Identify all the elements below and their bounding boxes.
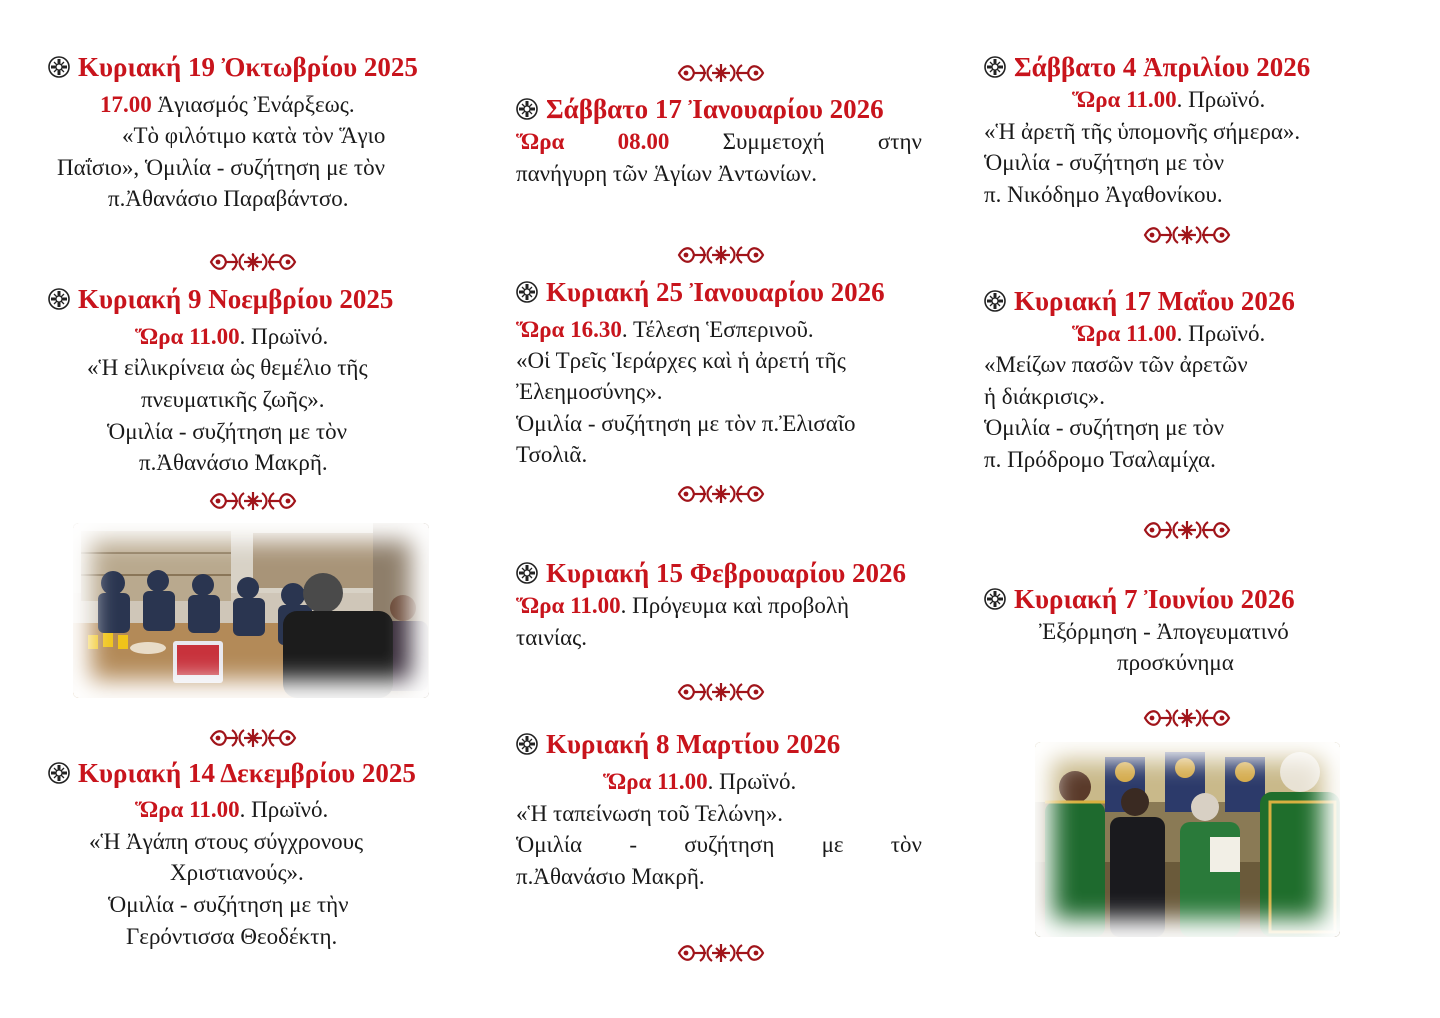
event-text: προσκύνημα <box>1117 650 1234 675</box>
event-text: π.Ἀθανάσιο Μακρῆ. <box>516 864 705 889</box>
event-time-line: Ὥρα 11.00. Πρωϊνό. <box>135 797 329 822</box>
event-text: πανήγυρη τῶν Ἁγίων Ἀντωνίων. <box>516 161 817 186</box>
event-text: Ὁμιλία - συζήτηση με τὸν π.Ἐλισαῖο <box>516 411 856 436</box>
ornament-divider <box>208 488 298 514</box>
ornament-divider <box>676 940 766 966</box>
event-text: Ὁμιλία - συζήτηση με τὸν <box>984 415 1225 440</box>
event-time-line: 17.00 Ἁγιασμός Ἐνάρξεως. <box>100 92 355 117</box>
event-text: Παΐσιο», Ὁμιλία - συζήτηση με τὸν <box>57 155 385 180</box>
event-time-line: Ὥρα 11.00. Πρόγευμα καὶ προβολὴ <box>516 593 850 618</box>
event-text: Ἐλεημοσύνης». <box>516 379 663 404</box>
event-heading: Κυριακή 17 Μαΐου 2026 <box>984 284 1295 318</box>
byzantine-cross-icon <box>984 290 1006 312</box>
event-heading: Κυριακή 8 Μαρτίου 2026 <box>516 727 840 761</box>
event-text: «Ἡ εἰλικρίνεια ὡς θεμέλιο τῆς <box>87 355 368 380</box>
event-justified-line: Ὥρα 08.00 Συμμετοχή στην <box>516 129 922 154</box>
byzantine-cross-icon <box>516 562 538 584</box>
event-time-line: Ὥρα 11.00. Πρωϊνό. <box>603 769 797 794</box>
event-time-line: Ὥρα 11.00. Πρωϊνό. <box>1072 87 1266 112</box>
ornament-divider <box>676 481 766 507</box>
ornament-divider <box>1142 705 1232 731</box>
event-text: π.Ἀθανάσιο Μακρῆ. <box>139 450 328 475</box>
ceremony-photo <box>1035 742 1340 937</box>
meeting-photo <box>73 523 429 698</box>
event-text: Τσολιᾶ. <box>516 442 588 467</box>
ornament-divider <box>1142 517 1232 543</box>
event-text: Ἐξόρμηση - Ἀπογευματινό <box>1039 619 1289 644</box>
event-time-line: Ὥρα 16.30. Τέλεση Ἑσπερινοῦ. <box>516 317 814 342</box>
event-text: π. Πρόδρομο Τσαλαμίχα. <box>984 447 1216 472</box>
event-heading: Κυριακή 25 Ἰανουαρίου 2026 <box>516 275 885 309</box>
byzantine-cross-icon <box>984 588 1006 610</box>
event-text: ταινίας. <box>516 625 587 650</box>
ornament-divider <box>676 60 766 86</box>
ornament-divider <box>208 725 298 751</box>
byzantine-cross-icon <box>48 56 70 78</box>
event-text: Χριστιανούς». <box>170 860 304 885</box>
event-heading: Σάββατο 4 Ἀπριλίου 2026 <box>984 50 1310 84</box>
byzantine-cross-icon <box>516 733 538 755</box>
event-heading: Κυριακή 9 Νοεμβρίου 2025 <box>48 282 393 316</box>
event-heading: Κυριακή 15 Φεβρουαρίου 2026 <box>516 556 906 590</box>
event-time-line: Ὥρα 11.00. Πρωϊνό. <box>1072 321 1266 346</box>
byzantine-cross-icon <box>48 288 70 310</box>
ornament-divider <box>1142 222 1232 248</box>
event-text: «Ἡ ταπείνωση τοῦ Τελώνη». <box>516 801 784 826</box>
event-time-line: Ὥρα 11.00. Πρωϊνό. <box>135 324 329 349</box>
byzantine-cross-icon <box>48 762 70 784</box>
byzantine-cross-icon <box>984 56 1006 78</box>
event-heading: Κυριακή 14 Δεκεμβρίου 2025 <box>48 756 416 790</box>
event-heading: Κυριακή 19 Ὀκτωβρίου 2025 <box>48 50 418 84</box>
event-heading: Κυριακή 7 Ἰουνίου 2026 <box>984 582 1295 616</box>
event-text: π. Νικόδημο Ἀγαθονίκου. <box>984 182 1223 207</box>
event-text: «Ἡ Ἀγάπη στους σύγχρονους <box>89 829 364 854</box>
event-text: Ὁμιλία - συζήτηση με τὴν <box>108 892 349 917</box>
event-text: «Ἡ ἀρετῆ τῆς ὑπομονῆς σήμερα». <box>984 119 1301 144</box>
event-text: «Οἱ Τρεῖς Ἱεράρχες καὶ ἡ ἀρετή τῆς <box>516 348 846 373</box>
event-text: «Μείζων πασῶν τῶν ἀρετῶν <box>984 352 1248 377</box>
event-text: Ὁμιλία - συζήτηση με τὸν <box>984 150 1225 175</box>
ornament-divider <box>676 679 766 705</box>
event-heading: Σάββατο 17 Ἰανουαρίου 2026 <box>516 92 884 126</box>
event-text: ἡ διάκρισις». <box>984 384 1106 409</box>
event-text: Ὁμιλία - συζήτηση με τὸν <box>107 419 348 444</box>
event-text: π.Ἀθανάσιο Παραβάντσο. <box>108 186 349 211</box>
event-text: πνευματικῆς ζωῆς». <box>141 387 325 412</box>
byzantine-cross-icon <box>516 281 538 303</box>
ornament-divider <box>676 242 766 268</box>
ornament-divider <box>208 249 298 275</box>
byzantine-cross-icon <box>516 98 538 120</box>
event-text: «Τὸ φιλότιμο κατὰ τὸν Ἅγιο <box>122 123 386 148</box>
event-text: Γερόντισσα Θεοδέκτη. <box>126 924 338 949</box>
event-justified-line: Ὁμιλία - συζήτηση με τὸν <box>516 832 922 857</box>
